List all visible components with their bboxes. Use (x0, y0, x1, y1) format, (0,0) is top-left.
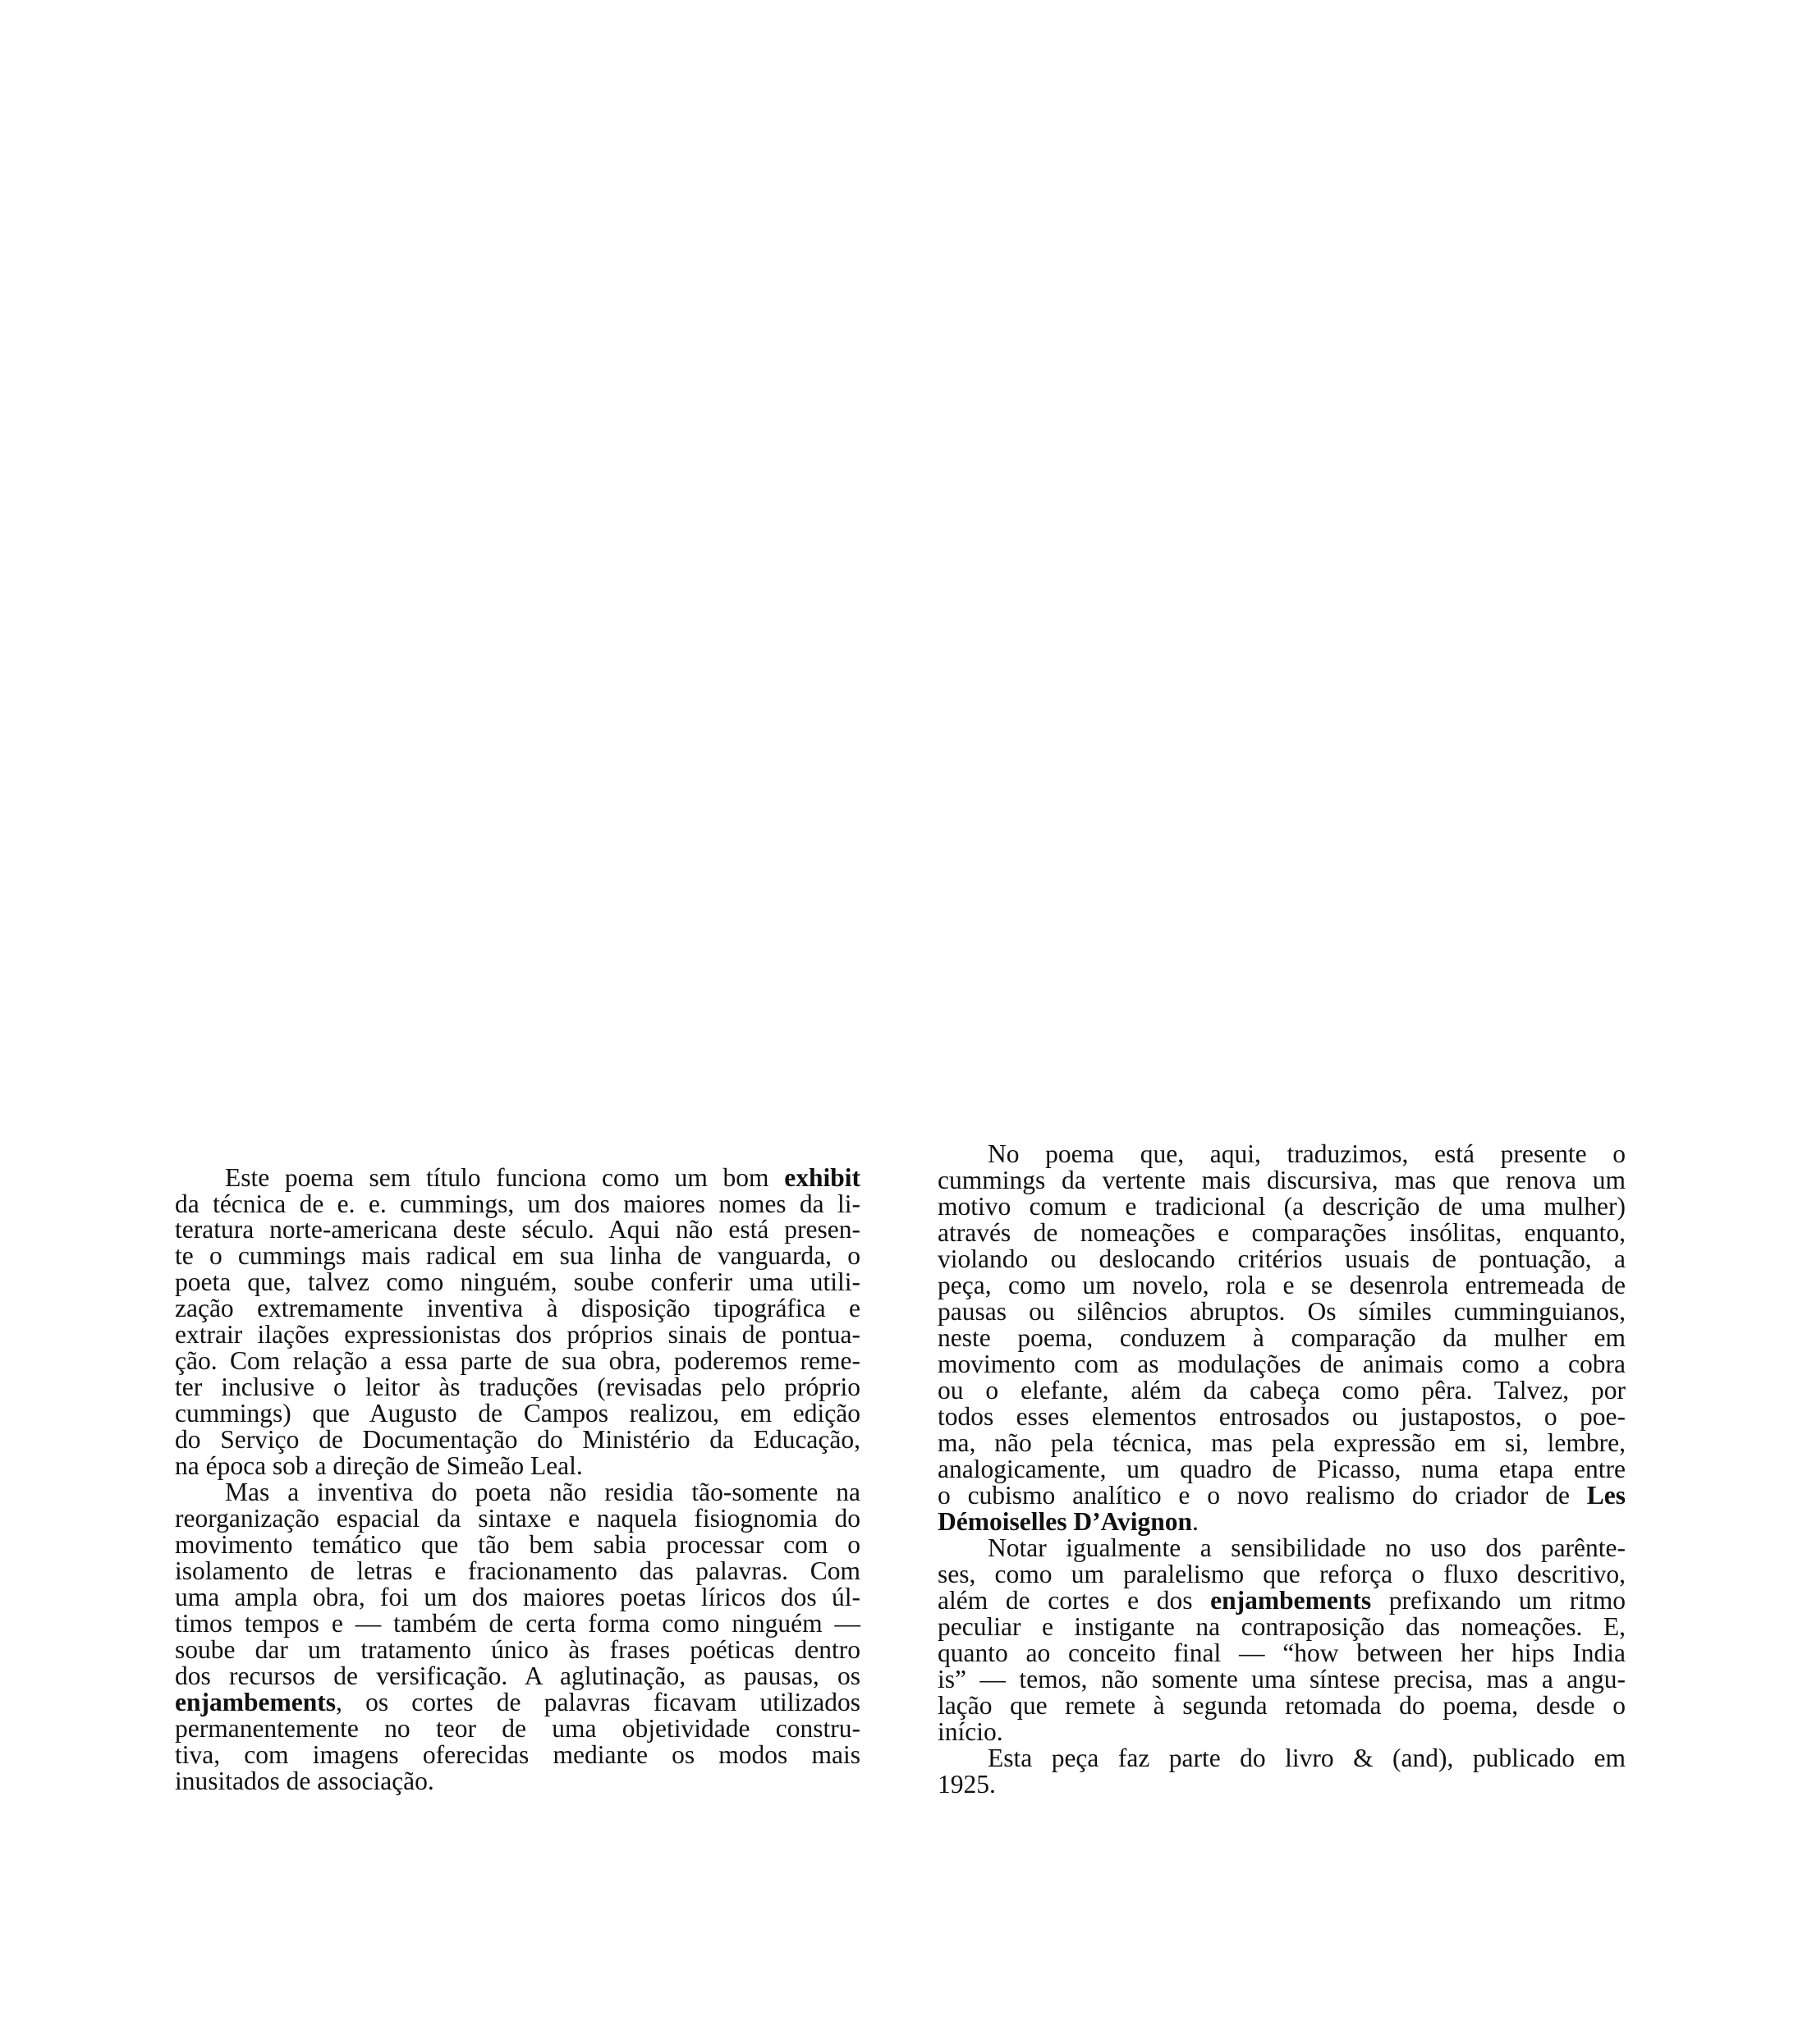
text-segment: uma ampla obra, foi um dos maiores poetas líricos dos úl- (175, 1583, 860, 1611)
text-segment: prefixando um ritmo (1371, 1586, 1626, 1615)
text-segment: te o cummings mais radical em sua linha de vanguarda, o (175, 1241, 860, 1270)
text-line (175, 1768, 860, 1794)
text-segment: 1925. (938, 1770, 996, 1799)
text-segment: cummings) que Augusto de Campos realizou, em edição (175, 1399, 860, 1428)
emphasized-term: enjambements (1210, 1586, 1372, 1615)
text-segment: Este poema sem título funciona como um bom (225, 1163, 785, 1192)
text-line (175, 1191, 860, 1217)
text-line (175, 1295, 860, 1322)
text-line (175, 1243, 860, 1269)
text-line (938, 1325, 1626, 1351)
text-segment: permanentemente no teor de uma objetividade constru- (175, 1714, 860, 1743)
text-line (175, 1453, 860, 1479)
text-segment: poeta que, talvez como ninguém, soube conferir uma utili- (175, 1267, 860, 1296)
text-segment: Mas a inventiva do poeta não residia tão-somente na (225, 1478, 860, 1506)
text-segment: movimento temático que tão bem sabia processar com o (175, 1530, 860, 1559)
text-line (938, 1299, 1626, 1325)
text-segment: ção. Com relação a essa parte de sua obra, poderemos reme- (175, 1346, 860, 1375)
text-line (175, 1663, 860, 1689)
text-segment: violando ou deslocando critérios usuais de pontuação, a (938, 1244, 1626, 1273)
text-line (938, 1377, 1626, 1404)
text-segment: reorganização espacial da sintaxe e naquela fisiognomia do (175, 1504, 860, 1533)
text-segment: da técnica de e. e. cummings, um dos maiores nomes da li- (175, 1189, 860, 1218)
text-segment: timos tempos e — também de certa forma como ninguém — (175, 1609, 860, 1638)
text-line (938, 1272, 1626, 1299)
text-segment: através de nomeações e comparações insólitas, enquanto, (938, 1218, 1626, 1247)
text-line (938, 1745, 1626, 1771)
text-segment: início. (938, 1717, 1003, 1746)
emphasized-term: enjambements (175, 1688, 336, 1716)
text-line (938, 1220, 1626, 1246)
text-segment: Esta peça faz parte do livro & (and), publicado em (988, 1744, 1626, 1772)
text-segment: Notar igualmente a sensibilidade no uso dos parênte- (988, 1533, 1626, 1562)
text-segment: . (1192, 1507, 1199, 1536)
text-segment: todos esses elementos entrosados ou justapostos, o poe- (938, 1402, 1626, 1431)
text-line (175, 1400, 860, 1427)
text-segment: além de cortes e dos (938, 1586, 1211, 1615)
text-line (175, 1269, 860, 1295)
emphasized-term: Les (1586, 1481, 1626, 1510)
text-segment: , os cortes de palavras ficavam utilizados (335, 1688, 860, 1716)
text-line (175, 1637, 860, 1663)
text-segment: pausas ou silêncios abruptos. Os símiles cumminguianos, (938, 1297, 1626, 1326)
text-line (938, 1246, 1626, 1272)
text-line (175, 1611, 860, 1637)
text-segment: na época sob a direção de Simeão Leal. (175, 1451, 583, 1480)
text-segment: ter inclusive o leitor às traduções (revisadas pelo próprio (175, 1373, 860, 1401)
text-segment: neste poema, conduzem à comparação da mulher em (938, 1323, 1626, 1352)
text-line (938, 1719, 1626, 1745)
text-line (175, 1374, 860, 1400)
text-line (175, 1217, 860, 1243)
text-line (938, 1167, 1626, 1194)
emphasized-term: Démoiselles D’Avignon (938, 1507, 1193, 1536)
text-line (938, 1693, 1626, 1719)
text-line (175, 1506, 860, 1532)
text-segment: cummings da vertente mais discursiva, mas que renova um (938, 1166, 1626, 1194)
text-segment: analogicamente, um quadro de Picasso, numa etapa entre (938, 1455, 1626, 1483)
text-line (175, 1742, 860, 1768)
text-line (175, 1479, 860, 1506)
text-segment: ma, não pela técnica, mas pela expressão em si, lembre, (938, 1428, 1626, 1457)
text-line (938, 1535, 1626, 1561)
text-line (938, 1483, 1626, 1509)
emphasized-term: exhibit (784, 1163, 860, 1192)
text-segment: ou o elefante, além da cabeça como pêra. Talvez, por (938, 1376, 1626, 1405)
text-line (175, 1689, 860, 1716)
text-line (175, 1558, 860, 1584)
text-line (938, 1614, 1626, 1640)
text-line (938, 1404, 1626, 1430)
text-segment: peculiar e instigante na contraposição das nomeações. E, (938, 1612, 1626, 1641)
text-line (175, 1427, 860, 1453)
text-line (175, 1322, 860, 1348)
text-line (938, 1509, 1626, 1535)
text-line (938, 1640, 1626, 1666)
text-segment: No poema que, aqui, traduzimos, está presente o (988, 1139, 1626, 1168)
text-segment: movimento com as modulações de animais como a cobra (938, 1350, 1626, 1378)
text-segment: tiva, com imagens oferecidas mediante os modos mais (175, 1740, 860, 1769)
text-line (938, 1771, 1626, 1798)
text-segment: quanto ao conceito final — “how between her hips India (938, 1638, 1626, 1667)
text-line (175, 1532, 860, 1558)
text-segment: soube dar um tratamento único às frases poéticas dentro (175, 1635, 860, 1664)
text-line (938, 1430, 1626, 1456)
text-segment: peça, como um novelo, rola e se desenrola entremeada de (938, 1271, 1626, 1299)
text-segment: do Serviço de Documentação do Ministério da Educação, (175, 1425, 860, 1454)
text-segment: is” — temos, não somente uma síntese precisa, mas a angu- (938, 1665, 1626, 1693)
text-segment: lação que remete à segunda retomada do poema, desde o (938, 1691, 1626, 1720)
text-segment: o cubismo analítico e o novo realismo do criador de (938, 1481, 1587, 1510)
text-segment: motivo comum e tradicional (a descrição de uma mulher) (938, 1192, 1626, 1221)
text-segment: extrair ilações expressionistas dos próprios sinais de pontua- (175, 1320, 860, 1349)
text-segment: dos recursos de versificação. A aglutinação, as pausas, os (175, 1661, 860, 1690)
text-line (938, 1141, 1626, 1167)
text-line (175, 1165, 860, 1191)
text-line (938, 1666, 1626, 1693)
text-line (938, 1561, 1626, 1588)
text-line (938, 1194, 1626, 1220)
text-segment: inusitados de associação. (175, 1767, 434, 1795)
text-line (938, 1456, 1626, 1483)
text-line (938, 1351, 1626, 1377)
text-line (175, 1716, 860, 1742)
text-segment: ses, como um paralelismo que reforça o fluxo descritivo, (938, 1560, 1626, 1588)
text-line (938, 1588, 1626, 1614)
text-line (175, 1584, 860, 1611)
text-segment: zação extremamente inventiva à disposição tipográfica e (175, 1294, 860, 1322)
text-segment: isolamento de letras e fracionamento das palavras. Com (175, 1556, 860, 1585)
text-segment: teratura norte-americana deste século. Aqui não está presen- (175, 1215, 860, 1244)
text-line (175, 1348, 860, 1374)
